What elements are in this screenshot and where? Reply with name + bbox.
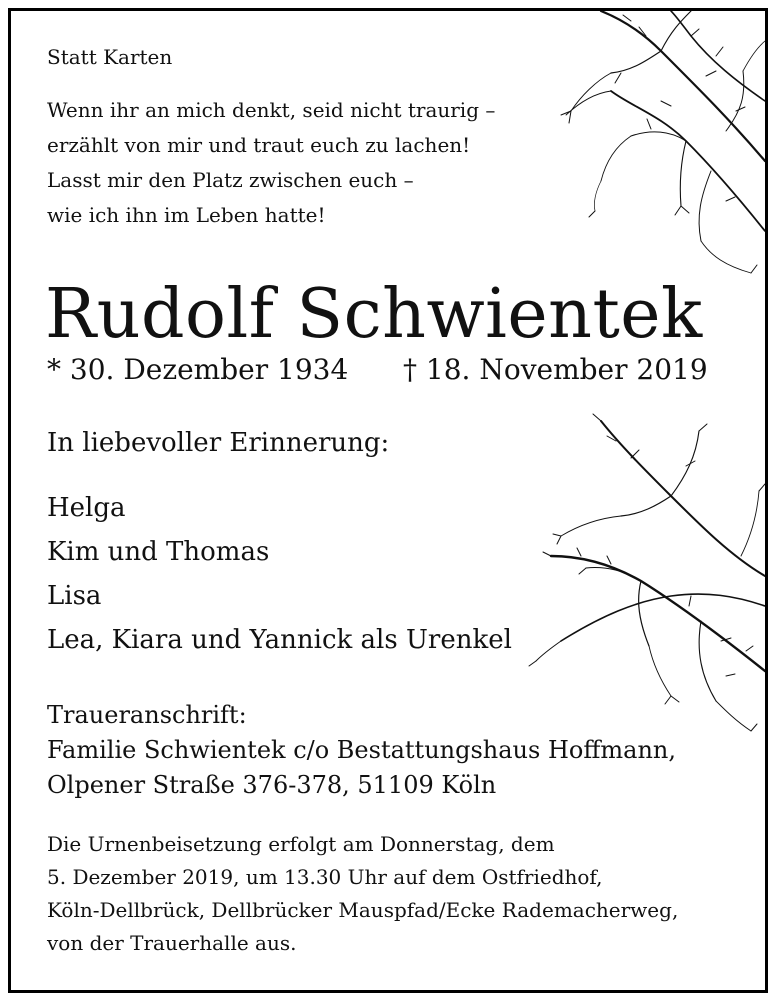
mourner-name: Kim und Thomas — [47, 537, 270, 567]
bare-branches-icon — [511, 11, 765, 281]
death-date: † 18. November 2019 — [403, 353, 708, 386]
opening-label: Statt Karten — [47, 45, 173, 69]
deceased-name: Rudolf Schwientek — [45, 275, 703, 354]
address-line: Familie Schwientek c/o Bestattungshaus Hoffmann, — [47, 736, 676, 764]
mourner-name: Lea, Kiara und Yannick als Urenkel — [47, 625, 512, 655]
mourner-name: Helga — [47, 493, 126, 523]
poem-line: Lasst mir den Platz zwischen euch – — [47, 168, 414, 192]
bare-branches-icon — [521, 406, 765, 736]
poem-line: erzählt von mir und traut euch zu lachen! — [47, 133, 471, 157]
mourner-name: Lisa — [47, 581, 102, 611]
address-line: Olpener Straße 376-378, 51109 Köln — [47, 771, 497, 799]
poem-line: Wenn ihr an mich denkt, seid nicht traurig – — [47, 98, 496, 122]
address-label: Traueranschrift: — [47, 701, 247, 729]
obituary-notice — [8, 8, 768, 993]
poem-line: wie ich ihn im Leben hatte! — [47, 203, 326, 227]
burial-info-line: Die Urnenbeisetzung erfolgt am Donnerstag, dem — [47, 832, 555, 856]
burial-info-line: von der Trauerhalle aus. — [47, 931, 297, 955]
remembrance-heading: In liebevoller Erinnerung: — [47, 428, 390, 458]
burial-info-line: 5. Dezember 2019, um 13.30 Uhr auf dem Ostfriedhof, — [47, 865, 603, 889]
burial-info-line: Köln-Dellbrück, Dellbrücker Mauspfad/Ecke Rademacherweg, — [47, 898, 679, 922]
birth-date: * 30. Dezember 1934 — [47, 353, 349, 386]
